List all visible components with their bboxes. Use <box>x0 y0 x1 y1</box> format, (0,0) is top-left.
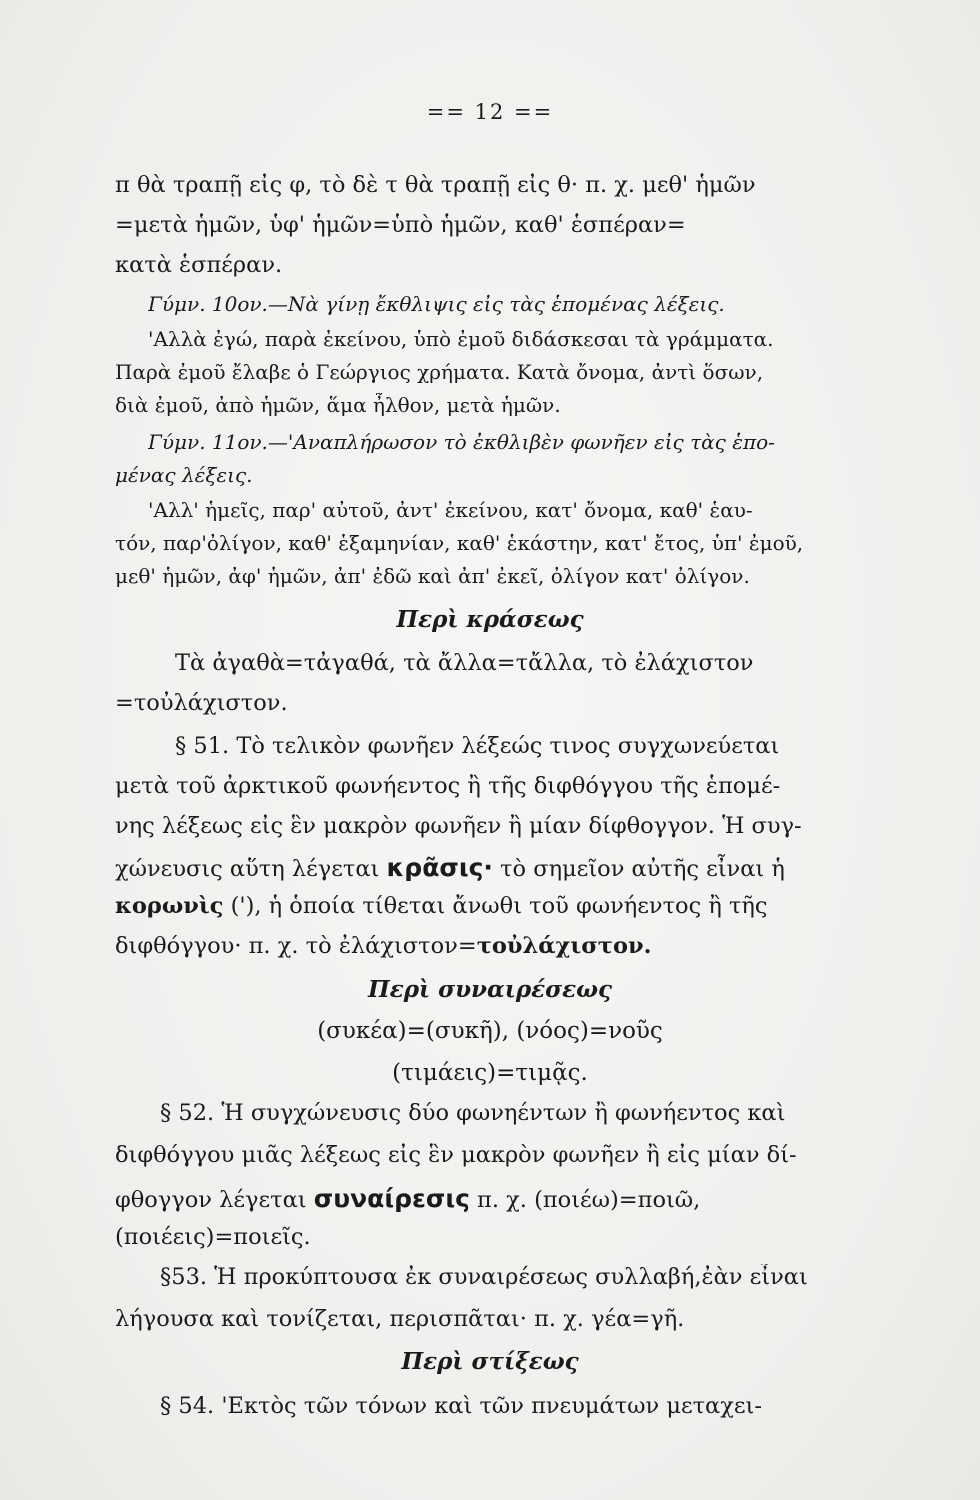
paragraph-line: νης λέξεως εἰς ἓν μακρὸν φωνῆεν ἢ μίαν δίφθογγον. Ἡ συγ- <box>115 813 802 839</box>
text-span: ('), ἡ ὁποία τίθεται ἄνωθι τοῦ φωνήεντος ἢ τῆς <box>223 893 768 919</box>
text-span: φθογγον λέγεται <box>115 1187 314 1213</box>
section-heading: Περὶ συναιρέσεως <box>368 976 612 1003</box>
exercise-title: Γύμν. 10ον.—Νὰ γίνῃ ἔκθλιψις εἰς τὰς ἑπομένας λέξεις. <box>148 292 725 316</box>
text-span: π. χ. (ποιέω)=ποιῶ, <box>469 1187 701 1213</box>
text-line: κατὰ ἑσπέραν. <box>115 252 283 278</box>
text-line: τόν, παρ'ὀλίγον, καθ' ἑξαμηνίαν, καθ' ἑκάστην, κατ' ἔτος, ὑπ' ἐμοῦ, <box>115 531 804 555</box>
paragraph-line: διφθόγγου μιᾶς λέξεως εἰς ἓν μακρὸν φωνῆεν ἢ εἰς μίαν δί- <box>115 1142 797 1168</box>
paragraph-line: § 51. Τὸ τελικὸν φωνῆεν λέξεώς τινος συγχωνεύεται <box>175 733 780 759</box>
term-koronis: κορωνὶς <box>115 893 224 919</box>
paragraph-line: § 52. Ἡ συγχώνευσις δύο φωνηέντων ἢ φωνήεντος καὶ <box>160 1100 786 1126</box>
text-line: Τὰ ἀγαθὰ=τἀγαθά, τὰ ἄλλα=τἄλλα, τὸ ἐλάχιστον <box>175 650 754 676</box>
paragraph-line: (ποιέεις)=ποιεῖς. <box>115 1224 311 1250</box>
page-number: == 12 == <box>426 100 554 124</box>
text-line: Παρὰ ἐμοῦ ἔλαβε ὁ Γεώργιος χρήματα. Κατὰ ὄνομα, ἀντὶ ὅσων, <box>115 360 764 384</box>
section-heading: Περὶ κράσεως <box>396 606 584 633</box>
text-line: π θὰ τραπῇ εἰς φ, τὸ δὲ τ θὰ τραπῇ εἰς θ· π. χ. μεθ' ἡμῶν <box>115 172 756 198</box>
text-line: διὰ ἐμοῦ, ἀπὸ ἡμῶν, ἅμα ἦλθον, μετὰ ἡμῶν. <box>115 393 561 417</box>
text-line: =τοὐλάχιστον. <box>115 690 288 716</box>
paragraph-line: λήγουσα καὶ τονίζεται, περισπᾶται· π. χ. γέα=γῆ. <box>115 1306 685 1332</box>
text-line: 'Αλλ' ἡμεῖς, παρ' αὐτοῦ, ἀντ' ἐκείνου, κατ' ὄνομα, καθ' ἑαυ- <box>148 498 753 522</box>
text-span: χώνευσις αὕτη λέγεται <box>115 856 387 882</box>
paragraph-line <box>115 1184 875 1214</box>
paragraph-line: § 54. 'Εκτὸς τῶν τόνων καὶ τῶν πνευμάτων μεταχει- <box>160 1393 762 1419</box>
term-krasis: κρᾶσις· <box>386 853 493 882</box>
text-line: μεθ' ἡμῶν, ἀφ' ἡμῶν, ἀπ' ἐδῶ καὶ ἀπ' ἐκεῖ, ὀλίγον κατ' ὀλίγον. <box>115 564 750 588</box>
text-line: 'Αλλὰ ἐγώ, παρὰ ἐκείνου, ὑπὸ ἐμοῦ διδάσκεσαι τὰ γράμματα. <box>148 327 774 351</box>
text-line: μένας λέξεις. <box>115 463 253 487</box>
paragraph-line <box>115 893 875 920</box>
paragraph-line <box>115 933 875 960</box>
example-line: (τιμάεις)=τιμᾷς. <box>392 1060 588 1086</box>
example-line: (συκέα)=(συκῆ), (νόος)=νοῦς <box>317 1018 663 1044</box>
paragraph-line: §53. Ἡ προκύπτουσα ἐκ συναιρέσεως συλλαβή,ἐὰν εἶναι <box>160 1264 808 1290</box>
text-span: τὸ σημεῖον αὐτῆς εἶναι ἡ <box>492 856 785 882</box>
paragraph-line: μετὰ τοῦ ἀρκτικοῦ φωνήεντος ἢ τῆς διφθόγγου τῆς ἑπομέ- <box>115 773 781 799</box>
text-line: =μετὰ ἡμῶν, ὑφ' ἡμῶν=ὑπὸ ἡμῶν, καθ' ἑσπέραν= <box>115 212 686 238</box>
section-heading: Περὶ στίξεως <box>401 1348 579 1375</box>
paragraph-line <box>115 853 875 883</box>
term-synairesis: συναίρεσις <box>313 1184 470 1213</box>
text-span-bold: τοὐλάχιστον. <box>476 933 652 959</box>
exercise-title: Γύμν. 11ον.—'Αναπλήρωσον τὸ ἐκθλιβὲν φωνῆεν εἰς τὰς ἑπο- <box>148 430 775 454</box>
text-span: διφθόγγου· π. χ. τὸ ἐλάχιστον= <box>115 933 477 959</box>
